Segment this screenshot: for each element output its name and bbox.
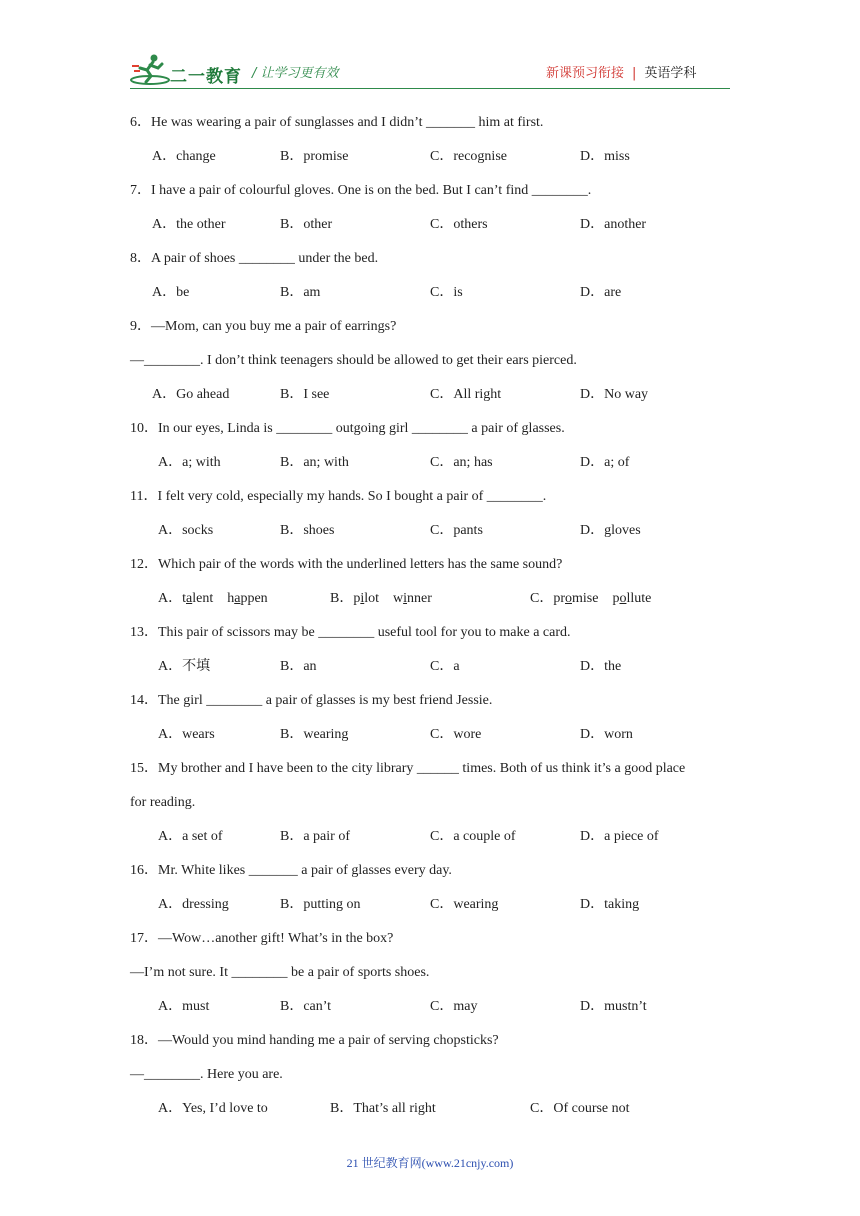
course-title: 新课预习衔接 bbox=[546, 66, 625, 81]
q16-option-b: B．putting on bbox=[280, 897, 361, 912]
slogan: / 让学习更有效 bbox=[252, 66, 339, 81]
question-18-stem: 18．—Would you mind handing me a pair of serving chopsticks? bbox=[130, 1033, 499, 1048]
question-17-stem-2: —I’m not sure. It ________ be a pair of sports shoes. bbox=[130, 965, 430, 980]
q9-option-c: C．All right bbox=[430, 387, 502, 402]
q14-option-d: D．worn bbox=[580, 727, 633, 742]
header-divider bbox=[130, 88, 730, 89]
q14-option-c: C．wore bbox=[430, 727, 482, 742]
logo-text: 二一教育 bbox=[170, 67, 242, 87]
question-7-stem: 7．I have a pair of colourful gloves. One is on the bed. But I can’t find ________. bbox=[130, 183, 592, 198]
question-15-stem: 15．My brother and I have been to the city library ______ times. Both of us think it’s a good place bbox=[130, 761, 686, 776]
q8-option-b: B．am bbox=[280, 285, 321, 300]
q10-option-b: B．an; with bbox=[280, 455, 349, 470]
q14-option-b: B．wearing bbox=[280, 727, 349, 742]
q13-option-c: C．a bbox=[430, 659, 460, 674]
question-18-stem-2: —________. Here you are. bbox=[130, 1067, 283, 1082]
question-16-stem: 16．Mr. White likes _______ a pair of glasses every day. bbox=[130, 863, 452, 878]
q8-option-c: C．is bbox=[430, 285, 463, 300]
q9-option-b: B．I see bbox=[280, 387, 330, 402]
q13-option-d: D．the bbox=[580, 659, 622, 674]
q12-option-a: A．talent happen bbox=[158, 591, 268, 606]
q17-option-a: A．must bbox=[158, 999, 210, 1014]
q16-option-d: D．taking bbox=[580, 897, 640, 912]
q6-option-b: B．promise bbox=[280, 149, 349, 164]
question-12-stem: 12．Which pair of the words with the underlined letters has the same sound? bbox=[130, 557, 563, 572]
question-11-stem: 11．I felt very cold, especially my hands. So I bought a pair of ________. bbox=[130, 489, 547, 504]
q15-option-c: C．a couple of bbox=[430, 829, 516, 844]
q10-option-c: C．an; has bbox=[430, 455, 493, 470]
q17-option-d: D．mustn’t bbox=[580, 999, 647, 1014]
q13-option-a: A．不填 bbox=[158, 659, 211, 674]
q6-option-d: D．miss bbox=[580, 149, 630, 164]
question-6-stem: 6．He was wearing a pair of sunglasses and I didn’t _______ him at first. bbox=[130, 115, 544, 130]
q9-option-a: A．Go ahead bbox=[152, 387, 230, 402]
q14-option-a: A．wears bbox=[158, 727, 215, 742]
q15-option-d: D．a piece of bbox=[580, 829, 659, 844]
q9-option-d: D．No way bbox=[580, 387, 649, 402]
question-15-stem-2: for reading. bbox=[130, 795, 196, 810]
q7-option-d: D．another bbox=[580, 217, 647, 232]
q10-option-a: A．a; with bbox=[158, 455, 221, 470]
q7-option-c: C．others bbox=[430, 217, 488, 232]
page-header bbox=[0, 0, 860, 100]
q18-option-a: A．Yes, I’d love to bbox=[158, 1101, 268, 1116]
q7-option-b: B．other bbox=[280, 217, 333, 232]
q11-option-d: D．gloves bbox=[580, 523, 641, 538]
q17-option-b: B．can’t bbox=[280, 999, 332, 1014]
question-10-stem: 10．In our eyes, Linda is ________ outgoing girl ________ a pair of glasses. bbox=[130, 421, 565, 436]
q12-option-c: C．promise pollute bbox=[530, 591, 652, 606]
q8-option-d: D．are bbox=[580, 285, 622, 300]
q15-option-a: A．a set of bbox=[158, 829, 223, 844]
q6-option-a: A．change bbox=[152, 149, 216, 164]
q6-option-c: C．recognise bbox=[430, 149, 507, 164]
header-right bbox=[546, 62, 696, 81]
q11-option-a: A．socks bbox=[158, 523, 214, 538]
question-13-stem: 13．This pair of scissors may be ________ useful tool for you to make a card. bbox=[130, 625, 571, 640]
q10-option-d: D．a; of bbox=[580, 455, 630, 470]
q8-option-a: A．be bbox=[152, 285, 190, 300]
q18-option-b: B．That’s all right bbox=[330, 1101, 436, 1116]
runner-logo-icon bbox=[130, 52, 170, 86]
question-8-stem: 8．A pair of shoes ________ under the bed. bbox=[130, 251, 379, 266]
q18-option-c: C．Of course not bbox=[530, 1101, 630, 1116]
q11-option-c: C．pants bbox=[430, 523, 483, 538]
subject-label: 英语学科 bbox=[644, 66, 697, 81]
question-14-stem: 14．The girl ________ a pair of glasses is my best friend Jessie. bbox=[130, 693, 493, 708]
page-footer: 21 世纪教育网(www.21cnjy.com) bbox=[346, 1156, 514, 1170]
question-9-stem-2: —________. I don’t think teenagers should be allowed to get their ears pierced. bbox=[130, 353, 577, 368]
logo bbox=[130, 52, 250, 92]
q13-option-b: B．an bbox=[280, 659, 317, 674]
q15-option-b: B．a pair of bbox=[280, 829, 350, 844]
q16-option-c: C．wearing bbox=[430, 897, 499, 912]
question-17-stem: 17．—Wow…another gift! What’s in the box? bbox=[130, 931, 394, 946]
q12-option-b: B．pilot winner bbox=[330, 591, 432, 606]
q16-option-a: A．dressing bbox=[158, 897, 229, 912]
q11-option-b: B．shoes bbox=[280, 523, 335, 538]
header-separator: | bbox=[632, 66, 637, 81]
q7-option-a: A．the other bbox=[152, 217, 226, 232]
q17-option-c: C．may bbox=[430, 999, 478, 1014]
question-9-stem: 9．—Mom, can you buy me a pair of earrings? bbox=[130, 319, 397, 334]
